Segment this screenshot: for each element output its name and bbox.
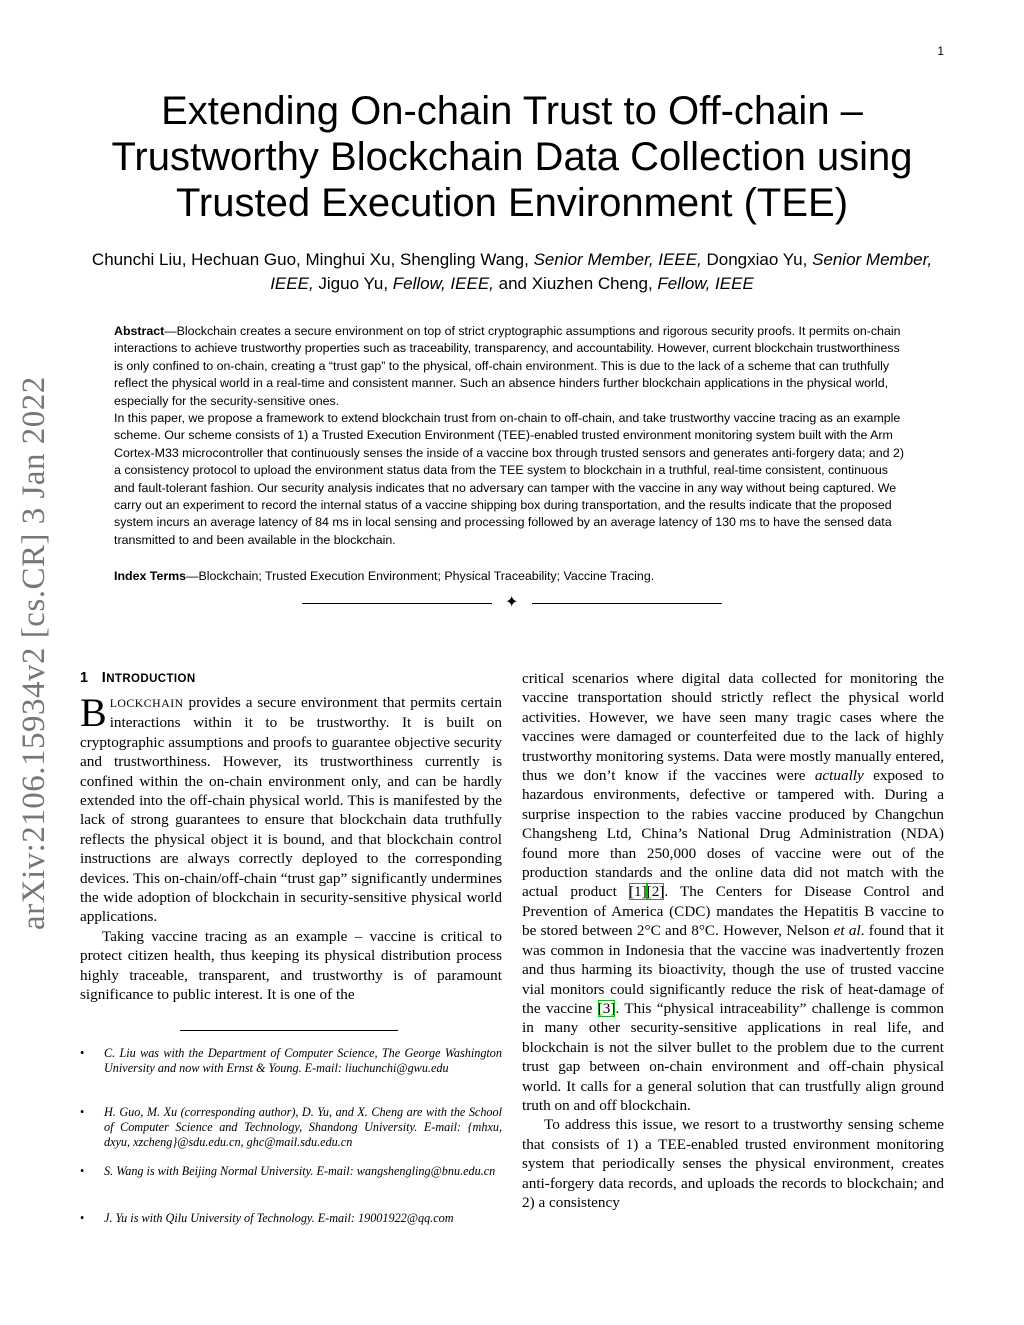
- author-title-3: Fellow, IEEE,: [392, 274, 494, 293]
- footnote-item: [80, 1046, 502, 1076]
- emphasis-actually: actually: [814, 767, 864, 785]
- bullet-icon: •: [80, 1211, 85, 1225]
- intro-paragraph-1: [80, 690, 502, 927]
- authors-part-3: Jiguo Yu,: [318, 274, 389, 293]
- right-paragraph-1: [522, 669, 944, 1115]
- section-title-rest: NTRODUCTION: [106, 673, 196, 685]
- drop-cap: B: [80, 690, 107, 735]
- smallcaps-word: LOCKCHAIN: [109, 696, 184, 710]
- text-run: critical scenarios where digital data collected for monitoring the vaccine transportation should strictly reflect the physical world activities. However, we have seen many tragic cases where the vaccines were damaged or counterfeited due to the lack of highly trustworthy monitoring systems. Data were mostly manually entered, thus we don’t know if the vaccines were: [522, 670, 944, 785]
- right-column: [522, 669, 944, 1212]
- arxiv-identifier-stamp: arXiv:2106.15934v2 [cs.CR] 3 Jan 2022: [16, 376, 52, 930]
- index-terms: [114, 568, 910, 585]
- abstract-text-1: —Blockchain creates a secure environment on top of strict cryptographic assumptions and rigorous security proofs. It permits on-chain interactions to achieve trustworthy properties such as traceability, transparency, and accountability. However, current blockchain trustworthiness is only confined to on-chain, creating a “trust gap” to the physical, off-chain environment. This is due to the lack of a scheme that can truthfully reflect the physical world in a real-time and consistent manner. Such an absence hinders further blockchain applications in the physical world, especially for the security-sensitive ones.: [114, 324, 901, 408]
- abstract-label: Abstract: [114, 324, 165, 338]
- footnote-text: J. Yu is with Qilu University of Technology. E-mail: 19001922@qq.com: [104, 1211, 454, 1225]
- paper-title: Extending On-chain Trust to Off-chain – Trustworthy Blockchain Data Collection using Trusted Execution Environment (TEE): [111, 89, 913, 225]
- emphasis-et-al: et al: [833, 922, 861, 940]
- section-number: 1: [80, 670, 89, 686]
- authors-part-2: Dongxiao Yu,: [706, 250, 808, 269]
- citation-link-1[interactable]: [1]: [628, 883, 647, 901]
- text-run: . The Centers for Disease Control and Prevention of America (CDC) mandates the Hepatitis B vaccine to be stored between 2°C and 8°C. However, Nelson: [522, 883, 944, 940]
- bullet-icon: •: [80, 1046, 85, 1060]
- author-list: [90, 248, 934, 296]
- divider-star-icon: ✦: [505, 594, 519, 611]
- index-terms-label: Index Terms: [114, 569, 187, 583]
- abstract-paragraph-1: [114, 323, 910, 410]
- author-title-1: Senior Member, IEEE,: [533, 250, 702, 269]
- divider-rule-left: [302, 603, 492, 604]
- author-title-4: Fellow, IEEE: [657, 274, 754, 293]
- text-run: . This “physical intraceability” challenge is common in many other security-sensitive applications in real life, and blockchain is not the silver bullet to the problem due to the current trust gap between on-chain environment and off-chain physical world. It calls for a general solution that can trustfully align ground truth on and off blockchain.: [522, 999, 944, 1114]
- section-title-initial: I: [101, 670, 107, 686]
- left-column: [80, 690, 502, 1005]
- footnote-text: H. Guo, M. Xu (corresponding author), D. Yu, and X. Cheng are with the School of Computer Science and Technology, Shandong University. E-mail: {mhxu, dxyu, xzcheng}@sdu.edu.cn, ghc@mail.sdu.edu.cn: [104, 1105, 502, 1150]
- footnote-item: [80, 1211, 502, 1226]
- footnote-text: S. Wang is with Beijing Normal University. E-mail: wangshengling@bnu.edu.cn: [104, 1164, 496, 1178]
- authors-part-1: Chunchi Liu, Hechuan Guo, Minghui Xu, Shengling Wang,: [91, 250, 529, 269]
- authors-part-4: and Xiuzhen Cheng,: [498, 274, 653, 293]
- citation-link-3[interactable]: [3]: [597, 999, 616, 1017]
- footnote-text: C. Liu was with the Department of Computer Science, The George Washington University and now with Ernst & Young. E-mail: liuchunchi@gwu.edu: [104, 1046, 502, 1076]
- abstract-paragraph-2: In this paper, we propose a framework to extend blockchain trust from on-chain to off-chain, and take trustworthy vaccine tracing as an example scheme. Our scheme consists of 1) a Trusted Execution Environment (TEE)-enabled trusted environment monitoring system built with the Arm Cortex-M33 microcontroller that continuously senses the inside of a vaccine box through trusted sensors and generates anti-forgery data; and 2) a consistency protocol to upload the environment status data from the TEE system to blockchain in a truthful, real-time consistent, continuous and fault-tolerant fashion. Our security analysis indicates that no adversary can tamper with the vaccine in any way without being captured. We carry out an experiment to record the internal status of a vaccine shipping box during transportation, and the results indicate that the proposed system incurs an average latency of 84 ms in local sensing and processing followed by an average latency of 130 ms to have the sensed data transmitted to and been available in the blockchain.: [114, 411, 904, 547]
- intro-paragraph-1-text: provides a secure environment that permits certain interactions within it to be trustworthy. It is built on cryptographic assumptions and proofs to guarantee objective security and trustworthiness. However, its trustworthiness currently is confined within the on-chain environment only, and can be hardly extended into the off-chain physical world. This is manifested by the lack of strong guarantees to ensure that blockchain data truthfully reflects the physical object it is bound, and that blockchain control instructions are always correctly deployed to the corresponding devices. This on-chain/off-chain “trust gap” significantly undermines the wide adoption of blockchain in security-sensitive physical world applications.: [80, 694, 502, 926]
- index-terms-text: —Blockchain; Trusted Execution Environment; Physical Traceability; Vaccine Tracing.: [186, 569, 655, 583]
- abstract: [114, 323, 910, 549]
- section-heading: [80, 670, 196, 686]
- right-paragraph-2: To address this issue, we resort to a trustworthy sensing scheme that consists of 1) a TEE-enabled trusted environment monitoring system that periodically senses the physical environment, creates anti-forgery data records, and uploads the records to blockchain; and 2) a consistency: [522, 1116, 944, 1211]
- text-run: . found that it was common in Indonesia that the vaccine was inadvertently frozen and thus harming its bioactivity, though the use of trusted vaccine vial monitors could significantly reduce the risk of heat-damage of the vaccine: [522, 922, 944, 1017]
- footnote-item: [80, 1105, 502, 1151]
- author-title-2: Senior Member, IEEE,: [270, 250, 933, 293]
- divider-rule-right: [532, 603, 722, 604]
- footnote-rule: [180, 1030, 398, 1031]
- text-run: exposed to hazardous environments, defective or tampered with. During a surprise inspection to the rabies vaccine produced by Changchun Changsheng Ltd, China’s National Drug Administration (NDA) found more than 250,000 doses of vaccine were out of the production standards and the online data did not match with the actual product: [522, 767, 944, 901]
- footnote-item: [80, 1164, 502, 1179]
- citation-link-2[interactable]: [2]: [646, 883, 665, 901]
- page-number: 1: [937, 44, 944, 58]
- bullet-icon: •: [80, 1105, 85, 1119]
- intro-paragraph-2: Taking vaccine tracing as an example – vaccine is critical to protect citizen health, thus keeping its physical distribution process highly traceable, transparent, and trustworthy is of paramount significance to public interest. It is one of the: [80, 927, 502, 1004]
- bullet-icon: •: [80, 1164, 85, 1178]
